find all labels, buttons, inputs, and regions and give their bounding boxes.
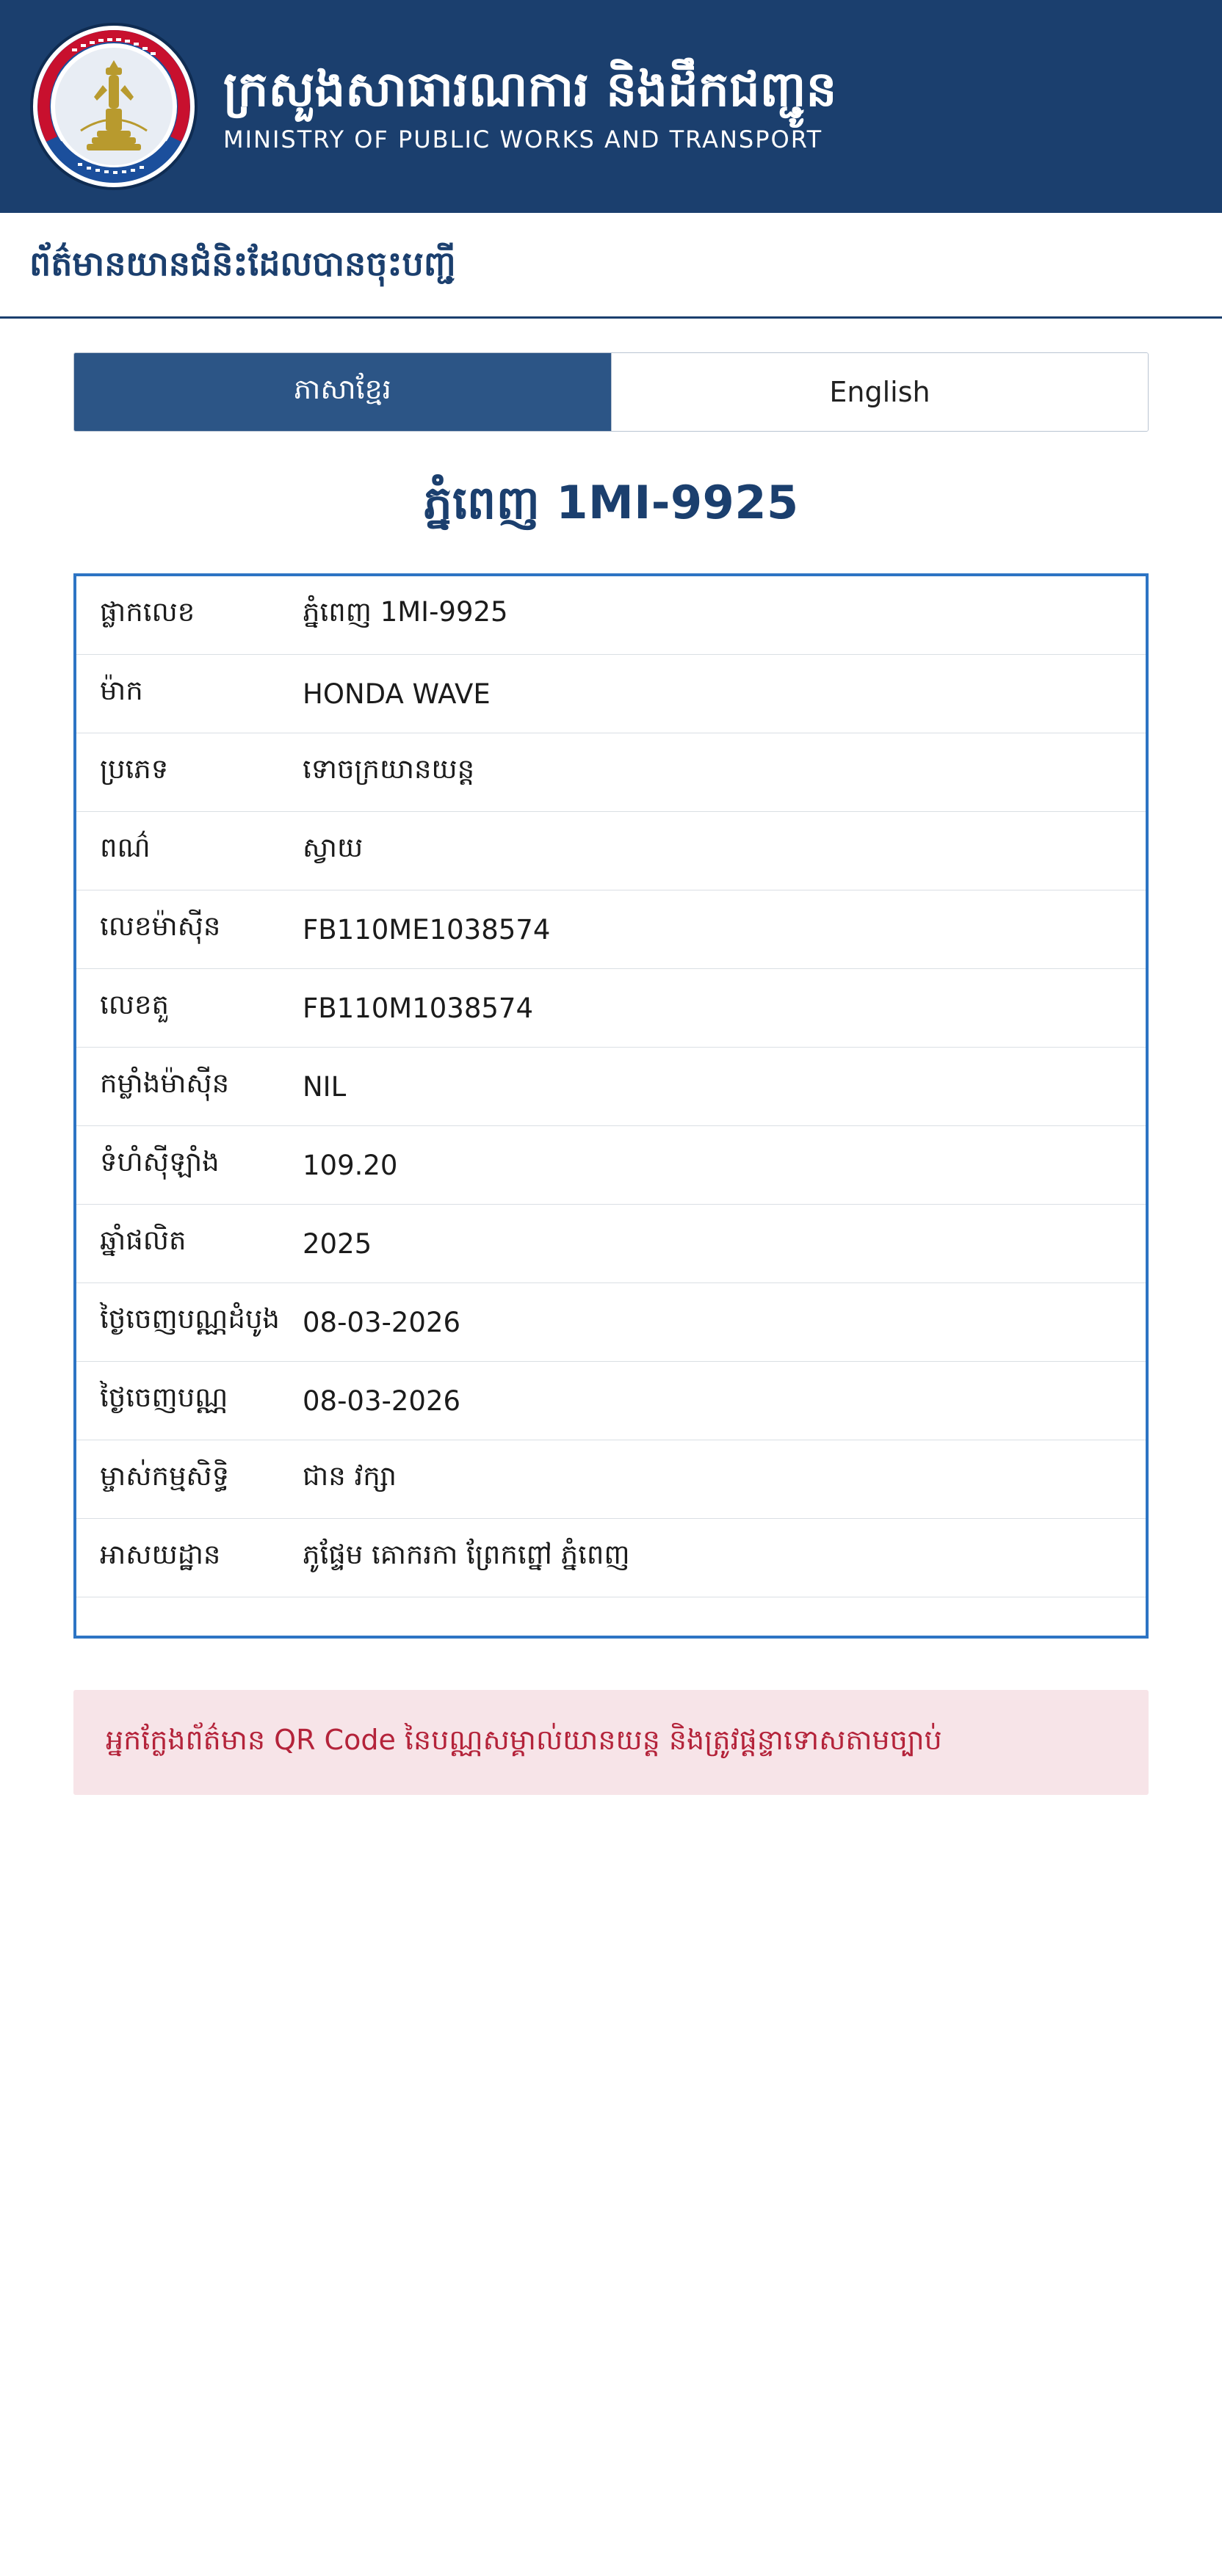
table-row	[76, 1519, 1146, 1597]
table-row	[76, 576, 1146, 655]
row-label: លេខតួ	[100, 989, 169, 1021]
row-label: ឆ្នាំផលិត	[100, 1224, 187, 1257]
ministry-title-english: MINISTRY OF PUBLIC WORKS AND TRANSPORT	[223, 125, 823, 153]
row-value: ភ្នំពេញ 1MI-9925	[303, 596, 508, 628]
row-label: ប្រភេទ	[100, 753, 169, 786]
row-value: NIL	[303, 1070, 347, 1103]
vehicle-info-card	[73, 573, 1149, 1639]
table-row	[76, 1362, 1146, 1440]
tab-english[interactable]	[611, 353, 1148, 431]
row-value: ទោចក្រយានយន្ត	[303, 753, 475, 786]
row-label: ថ្ងៃចេញបណ្ណដំបូង	[100, 1303, 280, 1335]
page-content	[0, 319, 1222, 1839]
header-titles	[223, 59, 836, 153]
row-label: ទំហំស៊ីឡាំង	[100, 1146, 220, 1178]
row-value: HONDA WAVE	[303, 678, 491, 710]
tab-khmer[interactable]	[74, 353, 611, 431]
row-value: ភូផ្ទែម គោករកា ព្រែកព្នៅ ភ្នំពេញ	[303, 1539, 630, 1571]
plate-heading: ភ្នំពេញ 1MI-9925	[423, 476, 799, 530]
ministry-title-khmer: ក្រសួងសាធារណការ និងដឹកជញ្ជូន	[223, 61, 837, 118]
row-value: ស្វាយ	[303, 832, 364, 864]
tab-khmer-label: ភាសាខ្មែរ	[294, 373, 391, 406]
row-label: ផ្លាកលេខ	[100, 596, 195, 628]
table-row	[76, 1048, 1146, 1126]
page-title: ព័ត៌មានយានជំនិះដែលបានចុះបញ្ជី	[29, 244, 456, 283]
row-label: ថ្ងៃចេញបណ្ណ	[100, 1382, 228, 1414]
row-value: FB110ME1038574	[303, 913, 551, 946]
tab-english-label: English	[829, 376, 930, 409]
table-row	[76, 812, 1146, 890]
row-value: ជាន វក្សា	[303, 1460, 397, 1492]
row-value: 109.20	[303, 1149, 398, 1181]
row-label: អាសយដ្ឋាន	[100, 1539, 221, 1571]
table-row	[76, 1126, 1146, 1205]
row-label: ពណ៌	[100, 832, 151, 864]
page-subtitle-bar	[0, 213, 1222, 319]
site-header	[0, 0, 1222, 213]
table-row	[76, 733, 1146, 812]
table-row	[76, 1283, 1146, 1362]
row-value: 2025	[303, 1227, 372, 1260]
vehicle-info-table	[76, 576, 1146, 1636]
ministry-emblem-icon	[29, 22, 198, 191]
language-tabs	[73, 352, 1149, 432]
table-row	[76, 969, 1146, 1048]
row-label: ម៉ាក	[100, 675, 143, 707]
table-row	[76, 1205, 1146, 1283]
row-label: ម្ចាស់កម្មសិទ្ធិ	[100, 1460, 230, 1492]
row-label: លេខម៉ាស៊ីន	[100, 910, 221, 943]
row-label: កម្លាំងម៉ាស៊ីន	[100, 1067, 230, 1100]
warning-notice	[73, 1690, 1149, 1795]
warning-notice-text: អ្នកក្លែងព័ត៌មាន QR Code នៃបណ្ណសម្គាល់យានយន្ត និងត្រូវផ្តន្ទាទោសតាមច្បាប់	[106, 1724, 942, 1757]
row-value: 08-03-2026	[303, 1385, 461, 1417]
table-bottom-spacer	[76, 1597, 1146, 1636]
row-value: FB110M1038574	[303, 992, 533, 1024]
table-row	[76, 890, 1146, 969]
table-row	[76, 655, 1146, 733]
table-row	[76, 1440, 1146, 1519]
row-value: 08-03-2026	[303, 1306, 461, 1338]
